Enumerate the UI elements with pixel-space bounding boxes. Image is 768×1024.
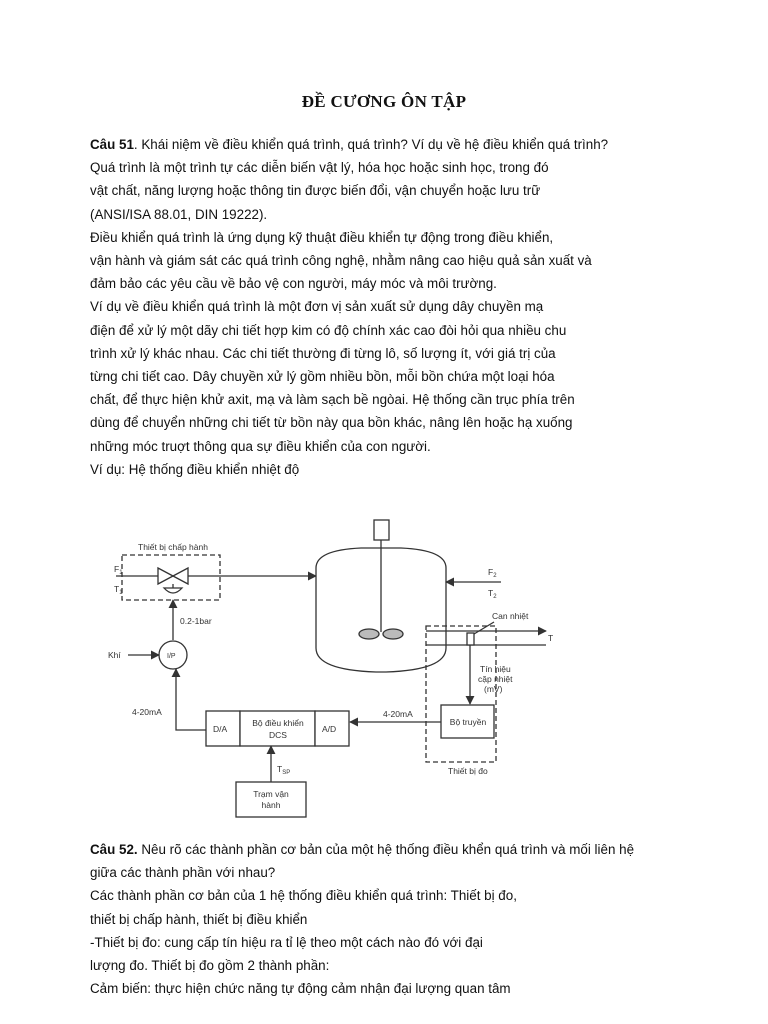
question-text: Nêu rõ các thành phần cơ bản của một hệ thống điều khển quá trình và mối liên hệ (137, 842, 635, 857)
paragraph-line: điện để xử lý một dãy chi tiết hợp kim có độ chính xác cao đòi hỏi qua nhiều chu (90, 322, 567, 338)
valve-actuator-icon (164, 588, 182, 593)
pressure-label: 0.2-1bar (180, 616, 212, 626)
ad-label: A/D (322, 724, 337, 734)
paragraph-line: (ANSI/ISA 88.01, DIN 19222). (90, 206, 268, 222)
agitator-blade (359, 629, 379, 639)
question-text: . Khái niệm về điều khiển quá trình, quá trình? Ví dụ về hệ điều khiển quá trình? (133, 137, 609, 152)
transmitter-label: Bộ truyền (449, 717, 487, 727)
signal-label-line1: Tín hiệu (480, 664, 511, 674)
page-title: ĐỀ CƯƠNG ÔN TẬP (301, 92, 467, 111)
station-label-line2: hành (261, 800, 281, 810)
current-label-right: 4-20mA (383, 709, 413, 719)
t1-label (114, 584, 123, 596)
t2-symbol: T (488, 588, 494, 598)
da-label: D/A (213, 724, 228, 734)
paragraph-line: từng chi tiết cao. Dây chuyền xử lý gồm nhiều bồn, mỗi bồn chứa một loại hóa (90, 369, 555, 385)
measure-group-label: Thiết bị đo (448, 766, 488, 776)
thermocouple-icon (467, 633, 474, 645)
dcs-controller-box (240, 711, 315, 746)
setpoint-label (277, 764, 290, 776)
dcs-label-line2: DCS (269, 730, 287, 740)
question-52 (90, 838, 690, 1000)
setpoint-subscript: SP (282, 770, 291, 776)
question-51 (90, 133, 690, 481)
paragraph-line: vật chất, năng lượng hoặc thông tin được biến đổi, vận chuyển hoặc lưu trữ (90, 183, 541, 199)
paragraph-line: -Thiết bị đo: cung cấp tín hiệu ra tỉ lệ theo một cách nào đó với đại (90, 934, 483, 950)
output-t-label: T (548, 633, 554, 643)
thermo-label: Can nhiệt (492, 611, 529, 621)
current-label-left: 4-20mA (132, 707, 162, 717)
f1-symbol: F (114, 564, 120, 574)
signal-label-line2: cặp nhiệt (478, 674, 513, 684)
t2-label (488, 588, 497, 600)
ip-label: I/P (167, 653, 176, 660)
agitator-blade (383, 629, 403, 639)
paragraph-line: chất, để thực hiện khử axit, mạ và làm sạch bề ngòai. Hệ thống cần trục phía trên (90, 392, 575, 408)
paragraph-line: Ví dụ: Hệ thống điều khiển nhiệt độ (90, 461, 300, 477)
paragraph-line: Điều khiển quá trình là ứng dụng kỹ thuật điều khiển tự động trong điều khiển, (90, 229, 554, 245)
paragraph-line: đảm bảo các yêu cầu về bảo vệ con người, máy móc và môi trường. (90, 276, 497, 292)
f2-symbol: F (488, 567, 494, 577)
temperature-control-diagram (96, 512, 566, 827)
question-label: Câu 52. (90, 842, 138, 857)
paragraph-line: dùng để chuyển những chi tiết từ bồn này qua bồn khác, nâng lên hoặc hạ xuống (90, 415, 573, 431)
setpoint-symbol: T (277, 764, 283, 774)
current-signal-line-left (176, 669, 206, 730)
t1-symbol: T (114, 584, 120, 594)
f1-subscript: 1 (119, 570, 123, 576)
signal-label-line3: (mV) (484, 684, 503, 694)
t1-subscript: 1 (119, 590, 123, 596)
paragraph-line: giữa các thành phần với nhau? (90, 865, 276, 881)
t2-subscript: 2 (493, 594, 497, 600)
paragraph-line: lượng đo. Thiết bị đo gồm 2 thành phần: (90, 958, 330, 974)
question-51-heading (90, 133, 690, 156)
agitator-motor (374, 520, 389, 540)
control-valve-icon (158, 568, 188, 584)
paragraph-line: những móc truợt thông qua sự điều khiển của con người. (90, 438, 431, 454)
thermo-label-pointer (474, 622, 494, 634)
paragraph-line: thiết bị chấp hành, thiết bị điều khiển (90, 911, 308, 927)
paragraph-line: Ví dụ về điều khiển quá trình là một đơn vị sản xuất sử dụng dây chuyền mạ (90, 299, 544, 315)
question-label: Câu 51 (90, 137, 134, 152)
paragraph-line: Cảm biến: thực hiện chức năng tự động cảm nhận đại lượng quan tâm (90, 981, 511, 997)
paragraph-line: Các thành phần cơ bản của 1 hệ thống điều khiển quá trình: Thiết bị đo, (90, 888, 517, 904)
air-label: Khí (108, 650, 121, 660)
paragraph-line: vận hành và giám sát các quá trình công nghệ, nhằm nâng cao hiệu quả sản xuất và (90, 253, 592, 269)
actuator-group-label: Thiết bị chấp hành (138, 542, 208, 552)
paragraph-line: trình xử lý khác nhau. Các chi tiết thường đi từng lô, số lượng ít, với giá trị của (90, 345, 556, 361)
question-52-heading (90, 838, 690, 861)
f2-label (488, 567, 497, 579)
paragraph-line: Quá trình là một trình tự các diễn biến vật lý, hóa học hoặc sinh học, trong đó (90, 160, 549, 176)
dcs-label-line1: Bộ điều khiển (252, 718, 304, 728)
station-label-line1: Trạm vận (253, 789, 289, 799)
f2-subscript: 2 (493, 573, 497, 579)
